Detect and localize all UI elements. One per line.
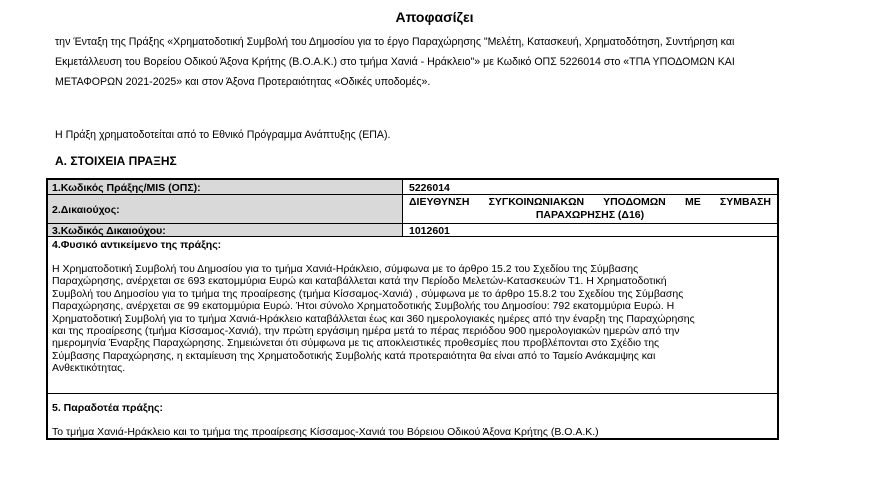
deliverables-block (48, 394, 777, 438)
physical-object-line: Ανθεκτικότητας. (52, 362, 126, 375)
intro-line: Εκμετάλλευση του Βορείου Οδικού Άξονα Κρήτης (Β.Ο.Α.Κ.) στο τμήμα Χανιά - Ηράκλειο"» με Κωδικό ΟΠΣ 5226014 στο «ΤΠΑ ΥΠΟΔΟΜΩΝ ΚΑΙ (55, 56, 735, 68)
mis-code-value: 5226014 (409, 181, 450, 194)
section-title: Α. ΣΤΟΙΧΕΙΑ ΠΡΑΞΗΣ (55, 154, 177, 168)
physical-object-line: Σύμβασης Παραχώρησης, η εκταμίευση της Χρηματοδοτικής Συμβολής κατά προτεραιότητα θα είναι από το Ταμείο Ανάκαμψης και (52, 349, 656, 362)
physical-object-line: και της προαίρεσης (τμήμα Κίσσαμος-Χανιά), την πρώτη εργάσιμη ημέρα μετά το πέρας περιόδου 900 ημερολογιακών ημερών από την (52, 325, 680, 338)
physical-object-line: Χρηματοδοτική Συμβολή για το τμήμα Χανιά-Ηράκλειο καταβάλλεται έως και 360 ημερολογιακές ημέρες από την έναρξη της Παραχώρησης (52, 312, 695, 325)
intro-line: ΜΕΤΑΦΟΡΩΝ 2021-2025» και στον Άξονα Προτεραιότητας «Οδικές υποδομές». (55, 76, 431, 88)
physical-object-block (48, 237, 777, 394)
project-details-table (46, 178, 779, 440)
beneficiary-code-value: 1012601 (409, 224, 450, 237)
beneficiary-value-line: ΠΑΡΑΧΩΡΗΣΗΣ (Δ16) (535, 209, 645, 221)
table-row-beneficiary (48, 195, 777, 224)
physical-object-line: Συμβολή του Δημοσίου για το τμήμα της προαίρεσης (τμήμα Κίσσαμος-Χανιά) , σύμφωνα με το άρθρο 15.8.2 του Σχεδίου της Σύμβασης (52, 287, 684, 300)
mis-code-label: 1.Κωδικός Πράξης/MIS (ΟΠΣ): (48, 180, 403, 194)
deliverables-title: 5. Παραδοτέα πράξης: (52, 402, 163, 414)
physical-object-line: Η Χρηματοδοτική Συμβολή του Δημοσίου για το τμήμα Χανιά-Ηράκλειο, σύμφωνα με το άρθρο 15.2 του Σχεδίου της Σύμβασης (52, 263, 639, 275)
intro-paragraph (55, 32, 835, 92)
physical-object-line: Παραχώρησης, ανέρχεται σε 693 εκατομμύρια Ευρώ και καταβάλλεται κατά την Περίοδο Μελετών-Κατασκευών Τ1. Η Χρηματοδοτική (52, 275, 667, 288)
intro-line: την Ένταξη της Πράξης «Χρηματοδοτική Συμβολή του Δημοσίου για το έργο Παραχώρησης "Μελέτη, Κατασκευή, Χρηματοδότηση, Συντήρηση και (55, 36, 735, 48)
beneficiary-value (403, 195, 777, 223)
physical-object-text (52, 263, 773, 375)
deliverables-text: Το τμήμα Χανιά-Ηράκλειο και το τμήμα της προαίρεσης Κίσσαμος-Χανιά του Βόρειου Οδικού Άξονα Κρήτης (Β.Ο.Α.Κ.) (52, 426, 599, 438)
decision-heading: Αποφασίζει (395, 9, 474, 25)
physical-object-line: ημερομηνία Έναρξης Παραχώρησης. Σημειώνεται ότι σύμφωνα με τις αποκλειστικές προθεσμίες που προβλέπονται στο Σχέδιο της (52, 337, 660, 350)
funding-statement: Η Πράξη χρηματοδοτείται από το Εθνικό Πρόγραμμα Ανάπτυξης (ΕΠΑ). (55, 129, 391, 141)
physical-object-line: Παραχώρησης, ανέρχεται σε 99 εκατομμύρια Ευρώ. Ήτοι σύνολο Χρηματοδοτικής Συμβολής του Δημοσίου: 792 εκατομμύρια Ευρώ. Η (52, 300, 675, 313)
table-row-mis-code (48, 180, 777, 195)
table-row-beneficiary-code (48, 224, 777, 237)
beneficiary-label: 2.Δικαιούχος: (48, 195, 403, 223)
physical-object-title: 4.Φυσικό αντικείμενο της πράξης: (52, 239, 222, 251)
beneficiary-value-line: ΔΙΕΥΘΥΝΣΗ ΣΥΓΚΟΙΝΩΝΙΑΚΩΝ ΥΠΟΔΟΜΩΝ ΜΕ ΣΥΜΒΑΣΗ (409, 196, 771, 208)
beneficiary-code-label: 3.Κωδικός Δικαιούχου: (48, 224, 403, 236)
